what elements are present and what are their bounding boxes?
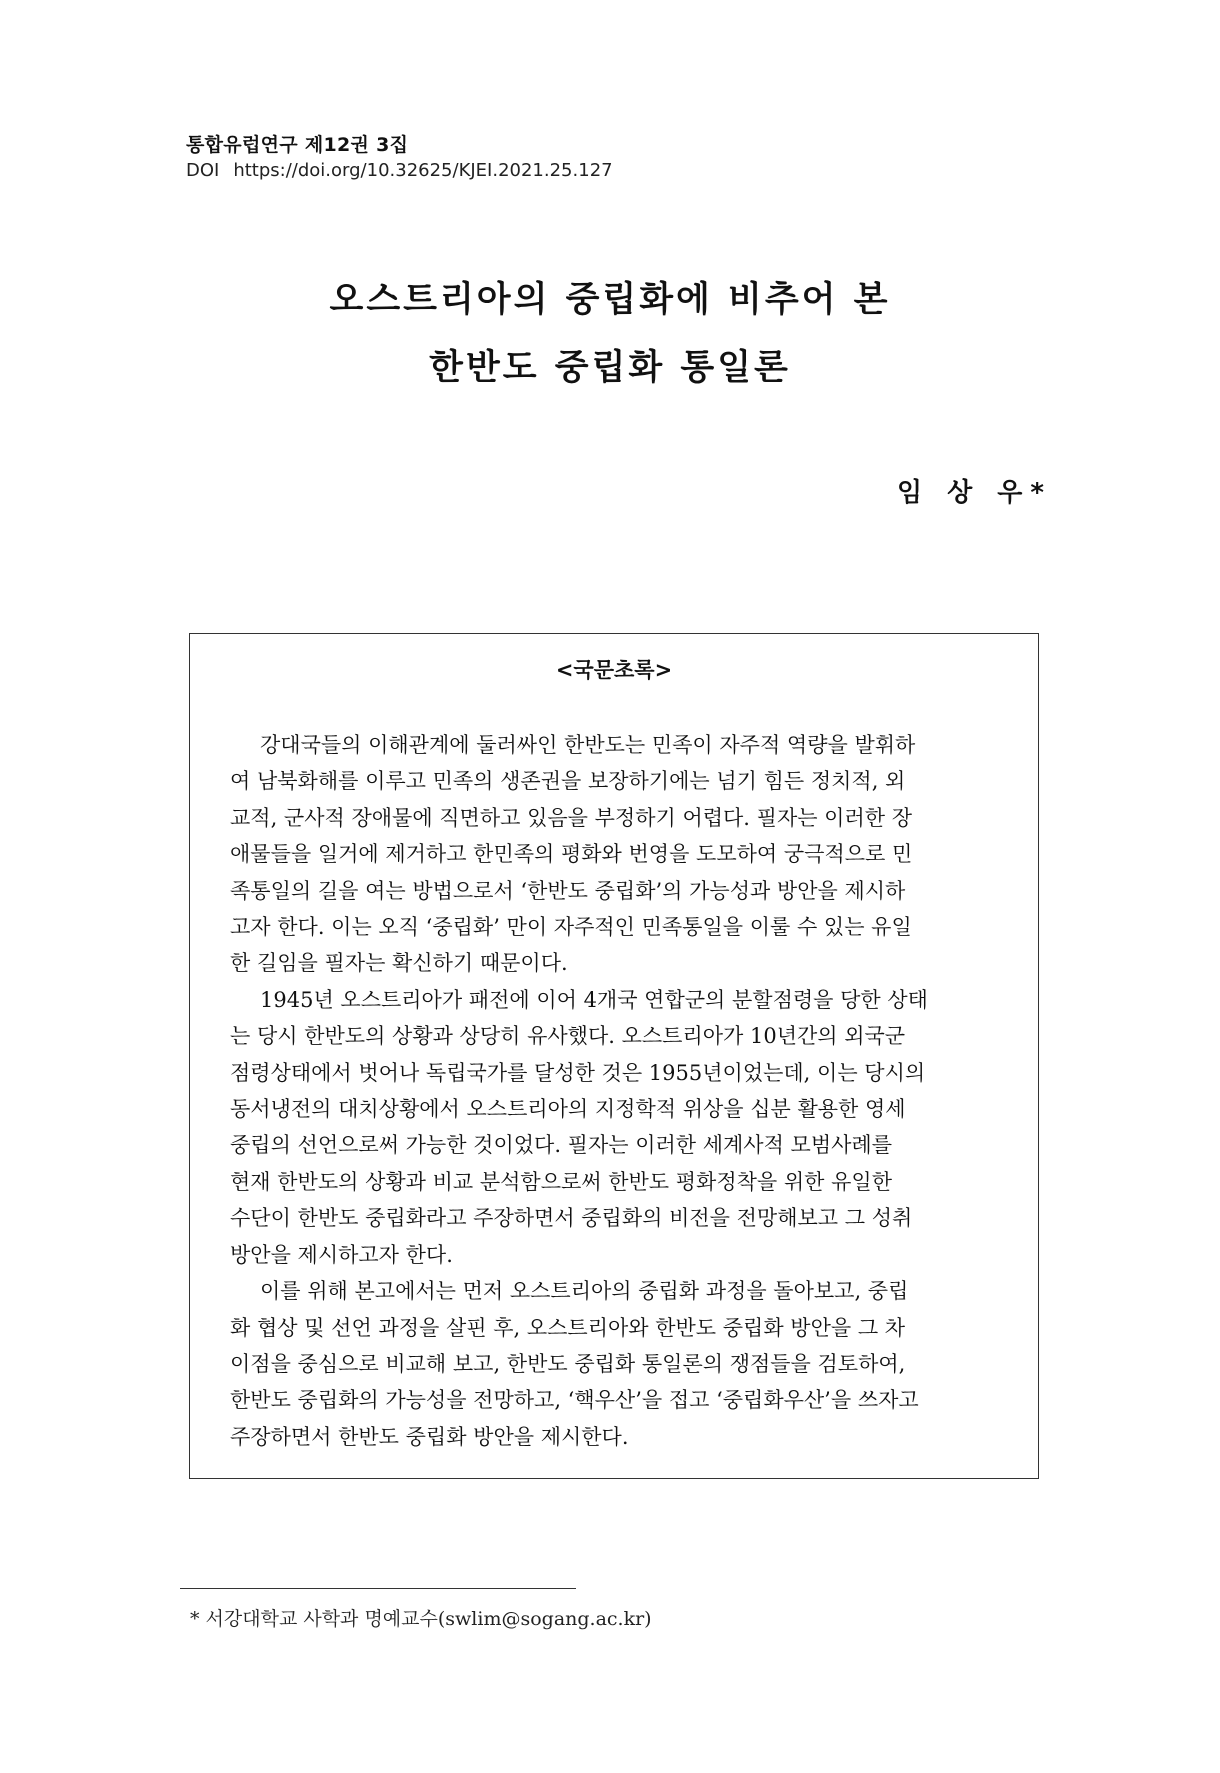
author-footnote: * 서강대학교 사학과 명예교수(swlim@sogang.ac.kr) (190, 1608, 652, 1630)
abstract-line: 여 남북화해를 이루고 민족의 생존권을 보장하기에는 넘기 힘든 정치적, 외 (230, 769, 906, 794)
abstract-line: 애물들을 일거에 제거하고 한민족의 평화와 번영을 도모하여 궁극적으로 민 (230, 842, 913, 867)
author-name: 임 상 우* (896, 478, 1052, 508)
abstract-line: 점령상태에서 벗어나 독립국가를 달성한 것은 1955년이었는데, 이는 당시의 (230, 1060, 926, 1085)
abstract-box (189, 633, 1039, 1479)
abstract-line: 중립의 선언으로써 가능한 것이었다. 필자는 이러한 세계사적 모범사례를 (230, 1133, 892, 1158)
abstract-line: 화 협상 및 선언 과정을 살핀 후, 오스트리아와 한반도 중립화 방안을 그 차 (230, 1315, 906, 1340)
doi-label: DOI (186, 160, 220, 181)
abstract-line: 교적, 군사적 장애물에 직면하고 있음을 부정하기 어렵다. 필자는 이러한 장 (230, 805, 913, 830)
abstract-line: 족통일의 길을 여는 방법으로서 ‘한반도 중립화’의 가능성과 방안을 제시하 (230, 878, 906, 903)
abstract-line: 한 길임을 필자는 확신하기 때문이다. (230, 951, 568, 976)
abstract-line: 1945년 오스트리아가 패전에 이어 4개국 연합군의 분할점령을 당한 상태 (260, 987, 928, 1012)
abstract-line: 동서냉전의 대치상황에서 오스트리아의 지정학적 위상을 십분 활용한 영세 (230, 1097, 906, 1122)
footnote-divider (180, 1588, 576, 1589)
journal-issue: 통합유럽연구 제12권 3집 (186, 134, 409, 156)
abstract-line: 이를 위해 본고에서는 먼저 오스트리아의 중립화 과정을 돌아보고, 중립 (260, 1279, 909, 1304)
abstract-line: 는 당시 한반도의 상황과 상당히 유사했다. 오스트리아가 10년간의 외국군 (230, 1024, 906, 1049)
abstract-line: 수단이 한반도 중립화라고 주장하면서 중립화의 비전을 전망해보고 그 성취 (230, 1206, 913, 1231)
doi-link[interactable]: https://doi.org/10.32625/KJEI.2021.25.127 (233, 160, 613, 181)
paper-title-line-2: 한반도 중립화 통일론 (429, 348, 791, 388)
abstract-line: 고자 한다. 이는 오직 ‘중립화’ 만이 자주적인 민족통일을 이룰 수 있는 유일 (230, 915, 912, 940)
abstract-line: 주장하면서 한반도 중립화 방안을 제시한다. (230, 1424, 629, 1449)
abstract-heading: <국문초록> (555, 658, 673, 682)
doi-line (186, 160, 613, 181)
abstract-line: 한반도 중립화의 가능성을 전망하고, ‘핵우산’을 접고 ‘중립화우산’을 쓰자고 (230, 1388, 919, 1413)
abstract-line: 강대국들의 이해관계에 둘러싸인 한반도는 민족이 자주적 역량을 발휘하 (260, 733, 916, 757)
abstract-line: 현재 한반도의 상황과 비교 분석함으로써 한반도 평화정착을 위한 유일한 (230, 1169, 892, 1194)
abstract-line: 이점을 중심으로 비교해 보고, 한반도 중립화 통일론의 쟁점들을 검토하여, (230, 1351, 906, 1376)
abstract-body (230, 727, 1000, 1455)
abstract-line: 방안을 제시하고자 한다. (230, 1242, 453, 1267)
paper-title-line-1: 오스트리아의 중립화에 비추어 본 (329, 280, 891, 320)
